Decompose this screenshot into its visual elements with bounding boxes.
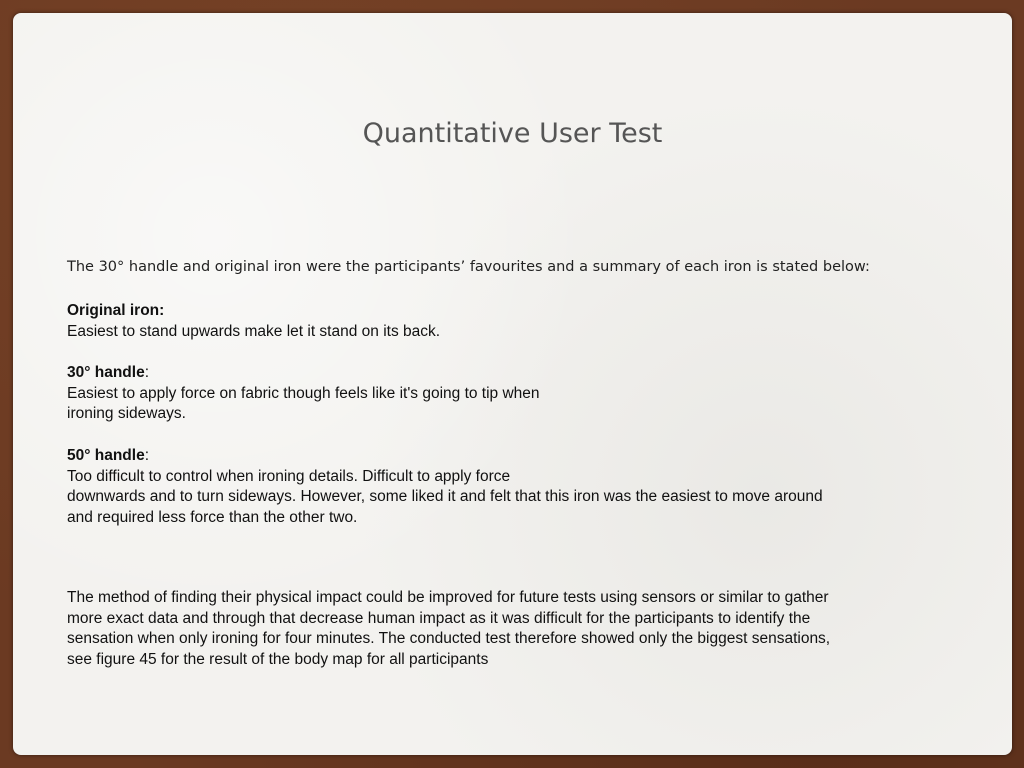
- section-heading: 30° handle: [67, 364, 145, 381]
- section-line: Too difficult to control when ironing details. Difficult to apply force: [67, 467, 511, 485]
- section-30-handle: [67, 363, 947, 425]
- conclusion-paragraph: [67, 588, 947, 670]
- section-line: and required less force than the other two.: [67, 508, 358, 526]
- section-heading: 50° handle: [67, 447, 145, 464]
- slide: [13, 13, 1012, 755]
- conclusion-line: more exact data and through that decrease human impact as it was difficult for the participants to identify the: [67, 609, 811, 627]
- conclusion-line: sensation when only ironing for four minutes. The conducted test therefore showed only the biggest sensations,: [67, 630, 831, 647]
- section-50-handle: [67, 446, 947, 528]
- section-line: ironing sideways.: [67, 405, 186, 422]
- intro-text: The 30° handle and original iron were the participants’ favourites and a summary of each iron is stated below:: [67, 259, 870, 275]
- section-heading-suffix: :: [144, 364, 150, 381]
- section-original-iron: [67, 301, 947, 342]
- conclusion-line: The method of finding their physical impact could be improved for future tests using sensors or similar to gather: [67, 589, 829, 606]
- conclusion-line: see figure 45 for the result of the body map for all participants: [67, 650, 489, 668]
- section-heading-suffix: :: [144, 447, 150, 464]
- section-line: Easiest to apply force on fabric though feels like it's going to tip when: [67, 384, 540, 402]
- section-line: downwards and to turn sideways. However, some liked it and felt that this iron was the easiest to move around: [67, 488, 823, 505]
- section-line: Easiest to stand upwards make let it stand on its back.: [67, 322, 441, 340]
- section-heading: Original iron:: [67, 302, 165, 319]
- slide-title: Quantitative User Test: [362, 118, 663, 149]
